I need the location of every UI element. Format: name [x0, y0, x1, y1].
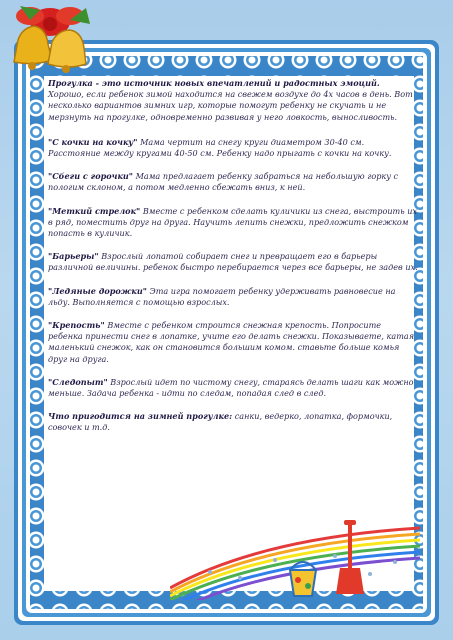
game-paragraph	[48, 171, 418, 193]
game-paragraph	[48, 377, 418, 399]
game-name: "С кочки на кочку"	[48, 136, 138, 147]
game-text: Вместе с ребенком сделать куличики из снега, выстроить их в ряд, поместить друг на друга. Научить лепить снежки, предложить снежком попасть в куличик.	[48, 205, 417, 239]
game-name: "Сбеги с горочки"	[48, 171, 134, 182]
game-name: "Ледяные дорожки"	[48, 285, 147, 296]
game-name: "Крепость"	[48, 320, 105, 331]
game-text: Мама предлагает ребенку забраться на небольшую горку с пологим склоном, а потом медленно сбежать вниз, к ней.	[48, 171, 399, 193]
game-text: Взрослый лопатой собирает снег и превращает его в барьеры различной величины. ребенок быстро перебирается через все барьеры, не задев их.	[48, 251, 418, 273]
game-name: "Следопыт"	[48, 376, 108, 387]
bucket-icon	[290, 562, 316, 596]
intro-title: Прогулка - это источник новых впечатлений и радостных эмоций.	[48, 78, 380, 88]
rainbow-decoration	[170, 518, 420, 600]
game-paragraph	[48, 137, 418, 159]
outro-title: Что пригодится на зимней прогулке:	[48, 411, 233, 422]
game-text: Взрослый идет по чистому снегу, стараясь делать шаги как можно меньше. Задача ребенка - идти по следам, попадая след в след.	[48, 376, 414, 399]
game-paragraph	[48, 206, 418, 240]
intro-paragraph	[48, 78, 418, 123]
game-paragraph	[48, 251, 418, 273]
game-paragraph	[48, 286, 418, 308]
article	[48, 78, 418, 446]
game-paragraph	[48, 320, 418, 365]
outro-body: санки, ведерко, лопатка, формочки, совочек и т.д.	[48, 411, 393, 433]
game-text: Мама чертит на снегу круги диаметром 30-40 см. Расстояние между кругами 40-50 см. Ребенку надо прыгать с кочки на кочку.	[48, 136, 392, 159]
game-text: Вместе с ребенком строится снежная крепость. Попросите ребенка принести снег в лопатке, учите его делать снежки. Показываете, катая маленький снежок, как он становится большим комом. ставьте больше комья друг на друга.	[48, 320, 415, 364]
intro-body: Хорошо, если ребенок зимой находится на свежем воздухе до 4х часов в день. Вот несколько вариантов зимних игр, которые помогут ребенку не скучать и не мерзнуть на прогулке, одновременно развивая у него ловкость, выносливость.	[48, 89, 413, 122]
game-text: Эта игра помогает ребенку удерживать равновесие на льду. Выполняется с помощью взрослых.	[48, 285, 396, 307]
outro-paragraph	[48, 411, 418, 433]
game-name: "Меткий стрелок"	[48, 205, 141, 216]
game-name: "Барьеры"	[48, 251, 99, 262]
